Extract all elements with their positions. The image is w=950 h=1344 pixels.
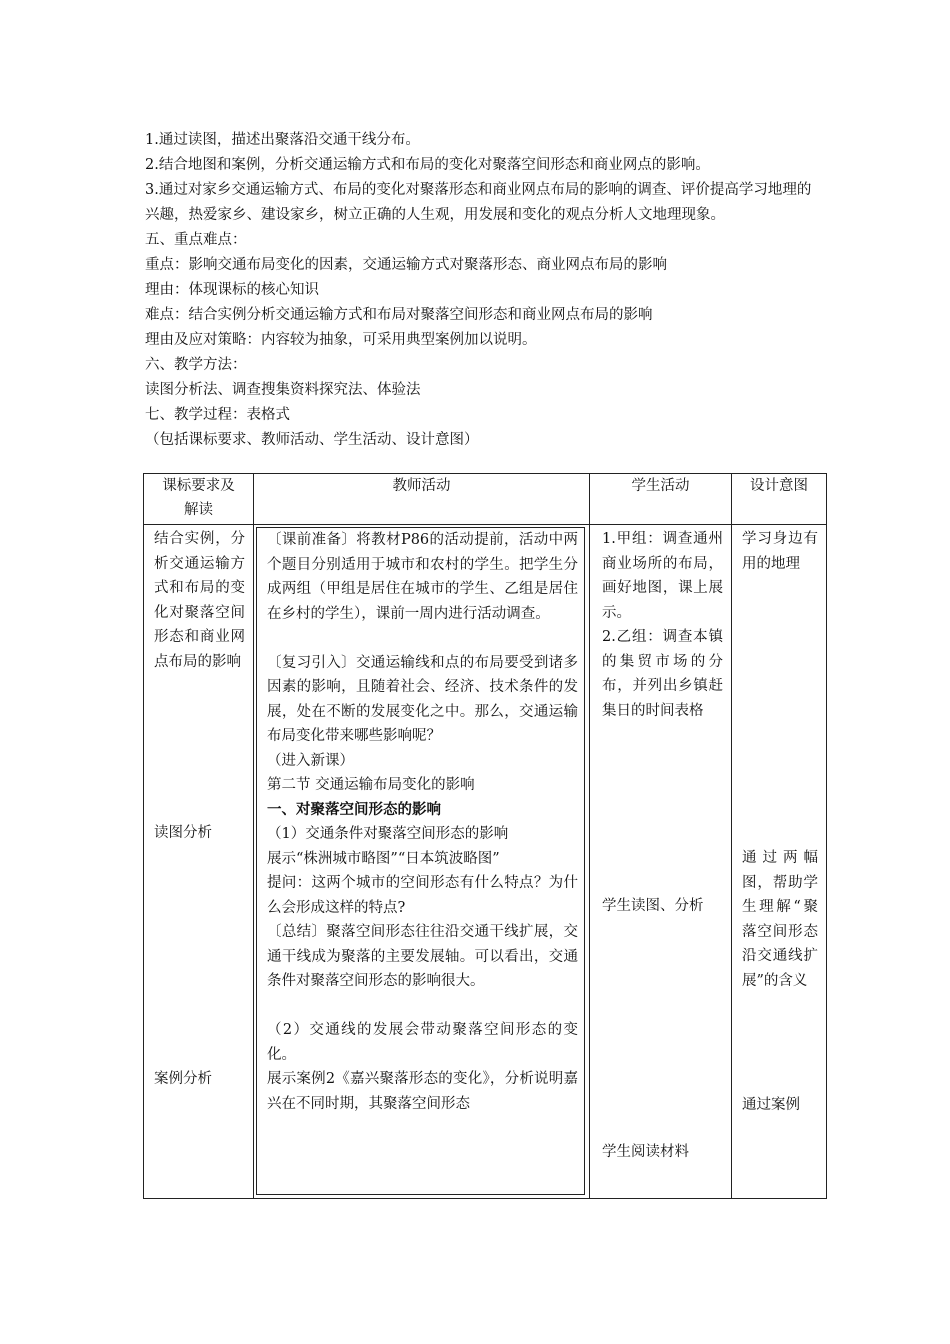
header-design-intent: 设计意图 bbox=[732, 474, 827, 525]
design-intent-1: 学习身边有用的地理 bbox=[742, 531, 818, 572]
teacher-summary: 〔总结〕聚落空间形态往往沿交通干线扩展，交通干线成为聚落的主要发展轴。可以看出，交通条件对聚落空间形态的影响很大。 bbox=[267, 924, 578, 989]
header-student-activity: 学生活动 bbox=[590, 474, 732, 525]
teacher-question: 提问：这两个城市的空间形态有什么特点？为什么会形成这样的特点? bbox=[267, 875, 578, 916]
teacher-section-title: 第二节 交通运输布局变化的影响 bbox=[267, 777, 475, 793]
teacher-show-maps: 展示“株洲城市略图”“日本筑波略图” bbox=[267, 850, 500, 867]
design-intent-3: 通过案例 bbox=[742, 1097, 800, 1113]
key-point-reason: 理由：体现课标的核心知识 bbox=[145, 282, 319, 298]
lesson-plan-table bbox=[143, 473, 827, 1199]
design-cell bbox=[732, 525, 827, 1199]
standards-case-study: 案例分析 bbox=[154, 1070, 212, 1087]
table-body-row bbox=[144, 525, 827, 1199]
teacher-new-lesson: （进入新课） bbox=[267, 752, 354, 769]
process-note: （包括课标要求、教师活动、学生活动、设计意图） bbox=[145, 432, 479, 448]
objective-2: 2.结合地图和案例，分析交通运输方式和布局的变化对聚落空间形态和商业网点的影响。 bbox=[145, 157, 710, 173]
table-header-row bbox=[144, 474, 827, 525]
key-point: 重点：影响交通布局变化的因素，交通运输方式对聚落形态、商业网点布局的影响 bbox=[145, 257, 667, 273]
section-heading-process: 七、教学过程：表格式 bbox=[145, 407, 290, 423]
teacher-review: 〔复习引入〕交通运输线和点的布局要受到诸多因素的影响，且随着社会、经济、技术条件的发展，处在不断的发展变化之中。那么，交通运输布局变化带来哪些影响呢？ bbox=[267, 654, 578, 744]
standards-text: 结合实例，分析交通运输方式和布局的变化对聚落空间形态和商业网点布局的影响 bbox=[154, 531, 245, 670]
section-heading-key-points: 五、重点难点： bbox=[145, 232, 247, 248]
student-group-b: 2.乙组：调查本镇的集贸市场的分布，并列出乡镇赶集日的时间表格 bbox=[602, 629, 723, 719]
intro-section bbox=[145, 128, 825, 453]
student-cell bbox=[590, 525, 732, 1199]
objective-3: 3.通过对家乡交通运输方式、布局的变化对聚落形态和商业网点布局的影响的调查、评价提高学习地理的兴趣，热爱家乡、建设家乡，树立正确的人生观，用发展和变化的观点分析人文地理现象。 bbox=[145, 182, 812, 223]
standards-cell bbox=[144, 525, 254, 1199]
design-intent-2: 通过两幅图，帮助学生理解“聚落空间形态沿交通线扩展”的含义 bbox=[742, 850, 818, 989]
header-standards: 课标要求及解读 bbox=[144, 474, 254, 525]
teacher-subheading: 一、对聚落空间形态的影响 bbox=[267, 800, 441, 818]
difficulty-strategy: 理由及应对策略：内容较为抽象，可采用典型案例加以说明。 bbox=[145, 332, 537, 348]
objective-1: 1.通过读图，描述出聚落沿交通干线分布。 bbox=[145, 132, 420, 148]
teacher-prep: 〔课前准备〕将教材P86的活动提前，活动中两个题目分别适用于城市和农村的学生。把学生分成两组（甲组是居住在城市的学生、乙组是居住在乡村的学生），课前一周内进行活动调查。 bbox=[267, 532, 578, 622]
teacher-frame bbox=[256, 527, 585, 1195]
teacher-point-1: （1）交通条件对聚落空间形态的影响 bbox=[267, 826, 509, 842]
teacher-point-2: （2）交通线的发展会带动聚落空间形态的变化。 bbox=[267, 1022, 578, 1063]
difficulty: 难点：结合实例分析交通运输方式和布局对聚落空间形态和商业网点布局的影响 bbox=[145, 307, 653, 323]
header-teacher-activity: 教师活动 bbox=[254, 474, 590, 525]
teacher-case: 展示案例2《嘉兴聚落形态的变化》，分析说明嘉兴在不同时期，其聚落空间形态 bbox=[267, 1071, 578, 1112]
student-read-map: 学生读图、分析 bbox=[602, 898, 704, 914]
student-group-a: 1.甲组：调查通州商业场所的布局，画好地图，课上展示。 bbox=[602, 531, 723, 621]
teacher-cell bbox=[254, 525, 590, 1199]
student-read-material: 学生阅读材料 bbox=[602, 1143, 689, 1160]
section-heading-methods: 六、教学方法： bbox=[145, 357, 247, 373]
standards-read-map: 读图分析 bbox=[154, 825, 212, 841]
methods-text: 读图分析法、调查搜集资料探究法、体验法 bbox=[145, 382, 421, 398]
